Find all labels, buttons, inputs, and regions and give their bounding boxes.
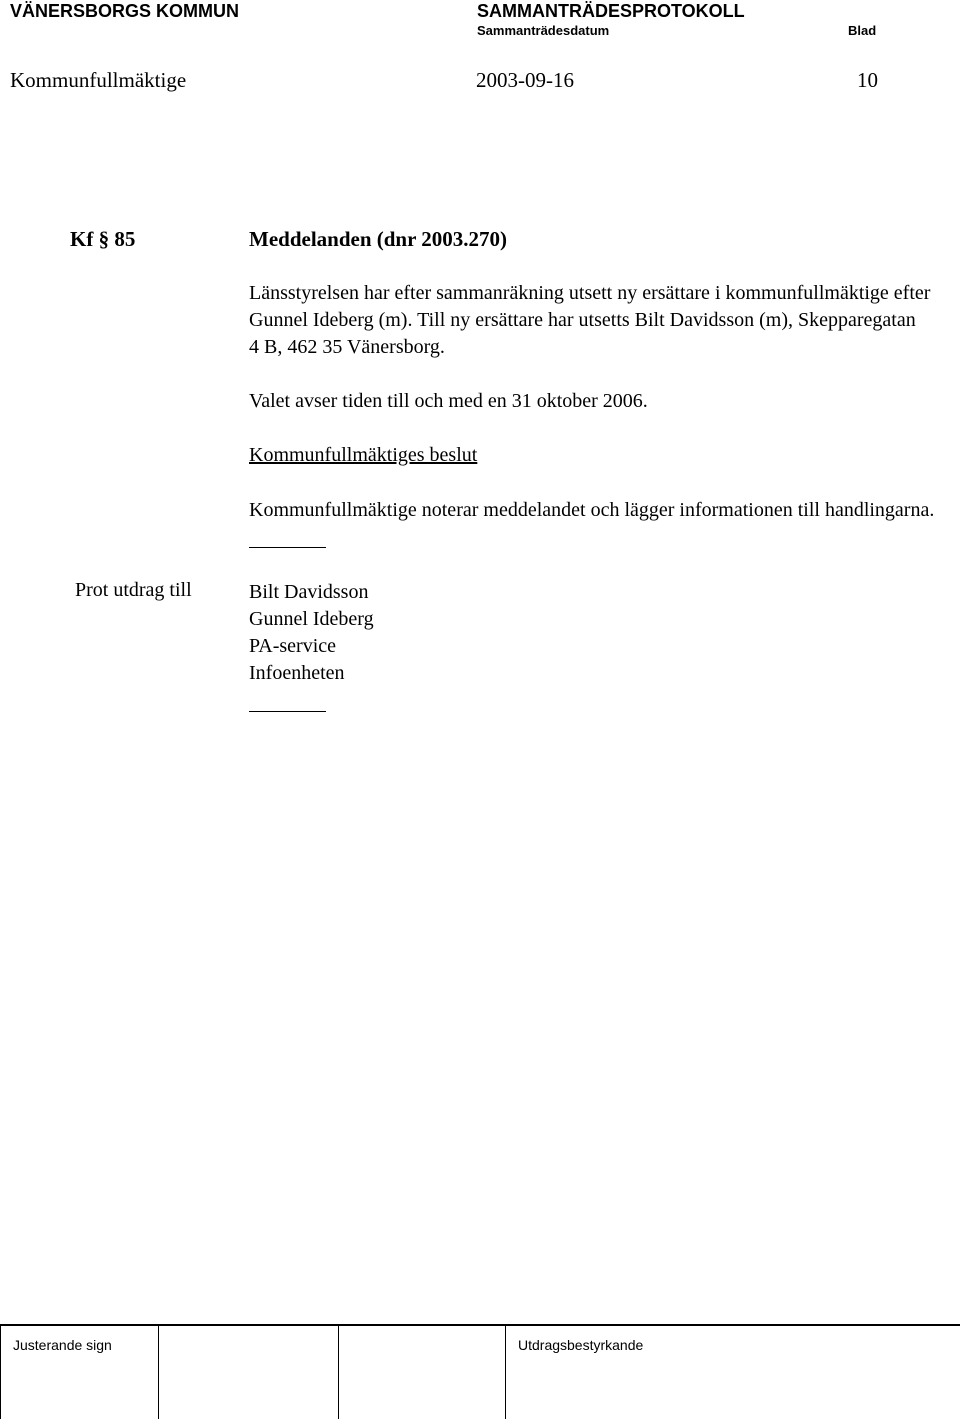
footer-divider (338, 1326, 339, 1419)
meeting-date: 2003-09-16 (476, 68, 574, 92)
recipient-item: Infoenheten (249, 662, 345, 684)
paragraph-1-line: Länsstyrelsen har efter sammanräkning utsett ny ersättare i kommunfullmäktige efter (249, 282, 931, 304)
recipient-item: Gunnel Ideberg (249, 608, 374, 630)
document-type: SAMMANTRÄDESPROTOKOLL (477, 1, 745, 21)
page-number: 10 (857, 68, 878, 92)
footer-divider (0, 1326, 1, 1419)
distribution-label: Prot utdrag till (75, 579, 192, 601)
body-name: Kommunfullmäktige (10, 68, 187, 92)
page-label: Blad (848, 23, 877, 38)
footer-divider (505, 1326, 506, 1419)
separator-line (249, 547, 326, 548)
meeting-date-label: Sammanträdesdatum (477, 23, 610, 38)
footer-divider (158, 1326, 159, 1419)
justerande-sign-label: Justerande sign (13, 1337, 112, 1353)
recipient-item: Bilt Davidsson (249, 581, 369, 603)
paragraph-number: Kf § 85 (70, 227, 136, 251)
paragraph-2: Valet avser tiden till och med en 31 oktober 2006. (249, 390, 648, 412)
decision-text: Kommunfullmäktige noterar meddelandet och lägger informationen till handlingarna. (249, 499, 935, 521)
recipient-item: PA-service (249, 635, 337, 657)
paragraph-1 (249, 280, 930, 361)
paragraph-1-line: Gunnel Ideberg (m). Till ny ersättare har utsetts Bilt Davidsson (m), Skepparegatan (249, 309, 916, 331)
recipient-list (249, 579, 374, 687)
decision-heading: Kommunfullmäktiges beslut (249, 444, 478, 466)
section-title: Meddelanden (dnr 2003.270) (249, 227, 508, 251)
paragraph-1-line: 4 B, 462 35 Vänersborg. (249, 336, 445, 358)
signature-footer (0, 1324, 960, 1417)
separator-line (249, 711, 326, 712)
organization-name: VÄNERSBORGS KOMMUN (10, 1, 240, 21)
utdragsbestyrkande-label: Utdragsbestyrkande (518, 1337, 644, 1353)
